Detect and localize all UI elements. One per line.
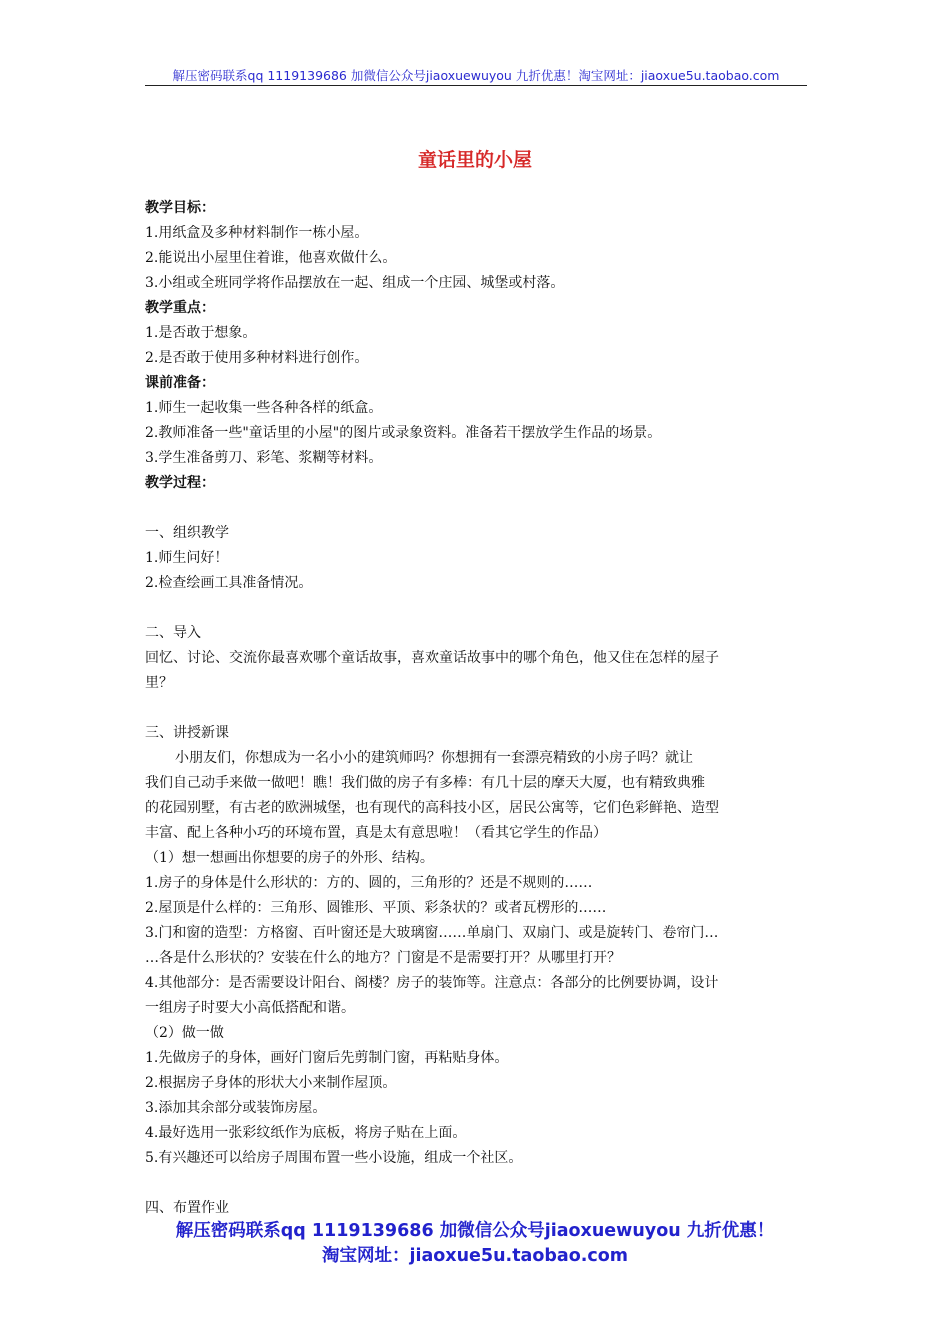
- spacer: [145, 1171, 807, 1196]
- preparation-item: 3.学生准备剪刀、彩笔、浆糊等材料。: [145, 450, 383, 466]
- goal-item: 2.能说出小屋里住着谁，他喜欢做什么。: [145, 250, 397, 266]
- document-body: [145, 196, 807, 1221]
- preparation-item: 2.教师准备一些"童话里的小屋"的图片或录象资料。准备若干摆放学生作品的场景。: [145, 425, 662, 441]
- list-item: …各是什么形状的？安装在什么的地方？门窗是不是需要打开？从哪里打开？: [145, 950, 621, 966]
- list-item: 3.门和窗的造型：方格窗、百叶窗还是大玻璃窗……单扇门、双扇门、或是旋转门、卷帘门…: [145, 925, 719, 941]
- list-item: 5.有兴趣还可以给房子周围布置一些小设施，组成一个社区。: [145, 1150, 523, 1166]
- paragraph-line: 的花园别墅，有古老的欧洲城堡，也有现代的高科技小区，居民公寓等，它们色彩鲜艳、造型: [145, 800, 719, 816]
- spacer: [145, 496, 807, 521]
- process-heading: 教学过程：: [145, 475, 215, 491]
- list-item: 4.其他部分：是否需要设计阳台、阁楼？房子的装饰等。注意点：各部分的比例要协调，设计: [145, 975, 719, 991]
- list-item: 一组房子时要大小高低搭配和谐。: [145, 1000, 355, 1016]
- page-header-note: 解压密码联系qq 1119139686 加微信公众号jiaoxuewuyou 九折优惠！淘宝网址：jiaoxue5u.taobao.com: [172, 68, 780, 83]
- preparation-item: 1.师生一起收集一些各种各样的纸盒。: [145, 400, 383, 416]
- goal-item: 3.小组或全班同学将作品摆放在一起、组成一个庄园、城堡或村落。: [145, 275, 565, 291]
- spacer: [145, 696, 807, 721]
- page-title: 童话里的小屋: [417, 149, 532, 171]
- list-item: 4.最好选用一张彩纹纸作为底板，将房子贴在上面。: [145, 1125, 467, 1141]
- list-item: 1.房子的身体是什么形状的：方的、圆的，三角形的？还是不规则的……: [145, 875, 593, 891]
- paragraph-line: 我们自己动手来做一做吧！瞧！我们做的房子有多棒：有几十层的摩天大厦，也有精致典雅: [145, 775, 705, 791]
- goal-item: 1.用纸盒及多种材料制作一栋小屋。: [145, 225, 369, 241]
- goals-heading: 教学目标：: [145, 200, 215, 216]
- page-footer-note: [0, 1219, 950, 1269]
- key-point-item: 1.是否敢于想象。: [145, 325, 257, 341]
- footer-line: 淘宝网址：jiaoxue5u.taobao.com: [321, 1246, 629, 1266]
- preparation-heading: 课前准备：: [145, 375, 215, 391]
- spacer: [145, 596, 807, 621]
- paragraph-line: 小朋友们，你想成为一名小小的建筑师吗？你想拥有一套漂亮精致的小房子吗？就让: [175, 750, 693, 766]
- header-divider: [145, 85, 807, 86]
- list-item: 1.先做房子的身体，画好门窗后先剪制门窗，再粘贴身体。: [145, 1050, 509, 1066]
- list-item: 2.屋顶是什么样的：三角形、圆锥形、平顶、彩条状的？或者瓦楞形的……: [145, 900, 607, 916]
- key-point-item: 2.是否敢于使用多种材料进行创作。: [145, 350, 369, 366]
- footer-line: 解压密码联系qq 1119139686 加微信公众号jiaoxuewuyou 九折优惠！: [175, 1221, 775, 1241]
- section-title: 二、导入: [145, 625, 201, 641]
- list-item: 3.添加其余部分或装饰房屋。: [145, 1100, 327, 1116]
- list-item: （2）做一做: [145, 1025, 224, 1041]
- section-item: 2.检查绘画工具准备情况。: [145, 575, 313, 591]
- key-points-heading: 教学重点：: [145, 300, 215, 316]
- section-title: 四、布置作业: [145, 1200, 229, 1216]
- list-item: （1）想一想画出你想要的房子的外形、结构。: [145, 850, 434, 866]
- list-item: 2.根据房子身体的形状大小来制作屋顶。: [145, 1075, 397, 1091]
- section-item: 1.师生问好！: [145, 550, 229, 566]
- paragraph-line: 里？: [145, 675, 173, 691]
- section-title: 三、讲授新课: [145, 725, 229, 741]
- paragraph-line: 回忆、讨论、交流你最喜欢哪个童话故事，喜欢童话故事中的哪个角色，他又住在怎样的屋子: [145, 650, 719, 666]
- paragraph-line: 丰富、配上各种小巧的环境布置，真是太有意思啦！（看其它学生的作品）: [145, 825, 607, 841]
- section-title: 一、组织教学: [145, 525, 229, 541]
